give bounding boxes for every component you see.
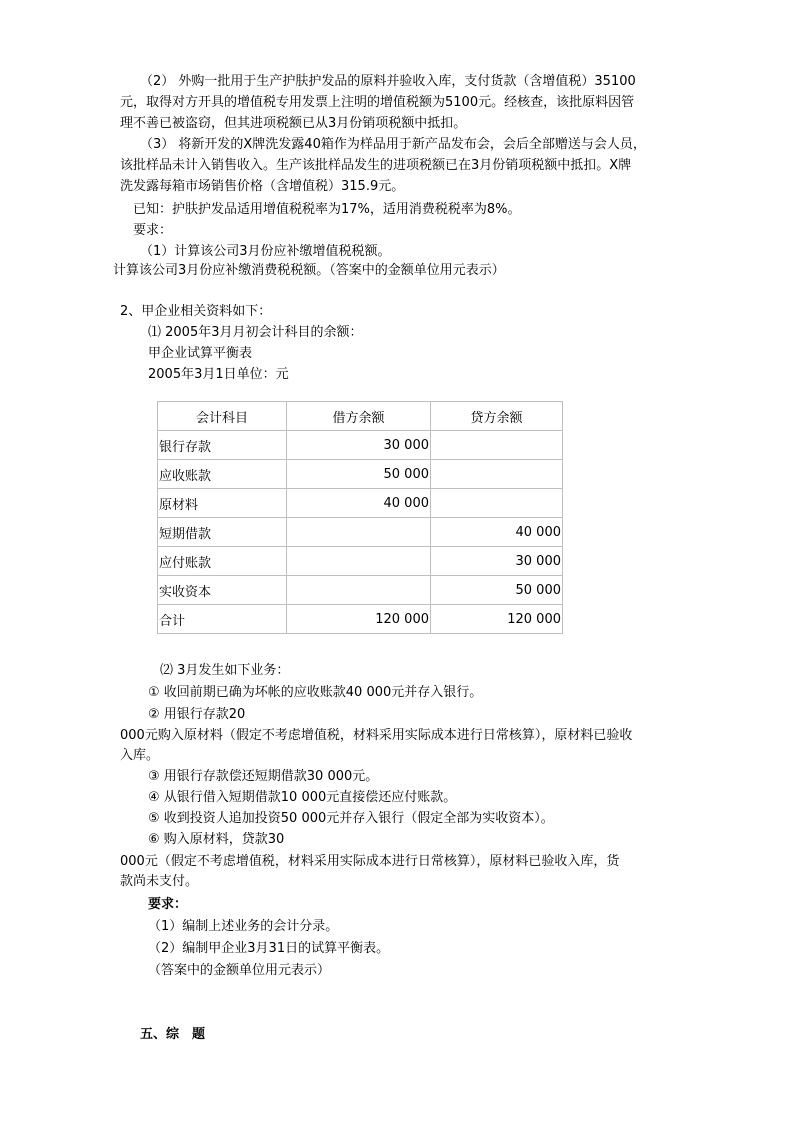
business-3: ③ 用银行存款偿还短期借款30 000元。 [148, 769, 379, 784]
part2-subheading-2: ⑵ 3月发生如下业务： [160, 663, 290, 678]
cell-credit: 30 000 [431, 547, 563, 576]
table-header-row [158, 402, 563, 431]
part2-subheading-1: ⑴ 2005年3月月初会计科目的余额： [148, 325, 363, 340]
cell-debit: 120 000 [287, 605, 431, 634]
cell-credit [431, 460, 563, 489]
table-date-unit: 2005年3月1日单位：元 [148, 367, 289, 382]
header-account: 会计科目 [158, 402, 287, 431]
part1-item3-line1: （3） 将新开发的X牌洗发露40箱作为样品用于新产品发布会，会后全部赠送与会人员， [140, 137, 646, 152]
cell-account: 短期借款 [158, 518, 287, 547]
business-2-line2: 000元购入原材料（假定不考虑增值税，材料采用实际成本进行日常核算），原材料已验收 [120, 728, 633, 743]
business-6-line3: 款尚未支付。 [120, 874, 199, 889]
table-row [158, 489, 563, 518]
part1-known: 已知：护肤护发品适用增值税税率为17%，适用消费税税率为8%。 [133, 202, 521, 217]
trial-balance-table [157, 401, 563, 634]
table-total-row [158, 605, 563, 634]
cell-account: 应付账款 [158, 547, 287, 576]
header-debit: 借方余额 [287, 402, 431, 431]
cell-account: 应收账款 [158, 460, 287, 489]
table-row [158, 547, 563, 576]
table-row [158, 460, 563, 489]
header-credit: 贷方余额 [431, 402, 563, 431]
cell-account: 银行存款 [158, 431, 287, 460]
table-title: 甲企业试算平衡表 [148, 346, 253, 361]
part1-item2-line1: （2） 外购一批用于生产护肤护发品的原料并验收入库，支付货款（含增值税）35100 [140, 74, 636, 89]
cell-debit: 30 000 [287, 431, 431, 460]
cell-debit: 50 000 [287, 460, 431, 489]
part2-title: 2、甲企业相关资料如下： [120, 304, 272, 319]
section-5-heading: 五、综 题 [140, 1027, 206, 1042]
cell-account: 实收资本 [158, 576, 287, 605]
part1-item3-line3: 洗发露每箱市场销售价格（含增值税）315.9元。 [120, 179, 405, 194]
cell-credit: 50 000 [431, 576, 563, 605]
cell-account: 原材料 [158, 489, 287, 518]
table-row [158, 431, 563, 460]
cell-debit: 40 000 [287, 489, 431, 518]
business-1: ① 收回前期已确为坏帐的应收账款40 000元并存入银行。 [148, 685, 483, 700]
part1-item2-line2: 元，取得对方开具的增值税专用发票上注明的增值税额为5100元。经核查，该批原料因管 [120, 95, 635, 110]
cell-debit [287, 518, 431, 547]
cell-debit [287, 576, 431, 605]
part1-item3-line2: 该批样品未计入销售收入。生产该批样品发生的进项税额已在3月份销项税额中抵扣。X牌 [120, 158, 632, 173]
part2-requirement-3: （答案中的金额单位用元表示） [148, 963, 331, 978]
table-row [158, 518, 563, 547]
business-6-line2: 000元（假定不考虑增值税，材料采用实际成本进行日常核算），原材料已验收入库，货 [120, 854, 620, 869]
part1-requirement-2: 计算该公司3月份应补缴消费税税额。（答案中的金额单位用元表示） [113, 263, 505, 278]
part1-requirement-heading: 要求： [133, 223, 173, 238]
business-2-line3: 入库。 [120, 748, 160, 763]
business-2-line1: ② 用银行存款20 [148, 707, 246, 722]
cell-credit [431, 489, 563, 518]
part2-requirement-2: （2）编制甲企业3月31日的试算平衡表。 [148, 941, 390, 956]
cell-credit [431, 431, 563, 460]
business-6-line1: ⑥ 购入原材料，贷款30 [148, 832, 285, 847]
part1-requirement-1: （1）计算该公司3月份应补缴增值税税额。 [140, 244, 391, 259]
part1-item2-line3: 理不善已被盗窃，但其进项税额已从3月份销项税额中抵扣。 [120, 116, 467, 131]
cell-credit: 120 000 [431, 605, 563, 634]
table-row [158, 576, 563, 605]
part2-requirement-heading: 要求： [148, 897, 188, 912]
cell-account: 合计 [158, 605, 287, 634]
business-4: ④ 从银行借入短期借款10 000元直接偿还应付账款。 [148, 790, 457, 805]
part2-requirement-1: （1）编制上述业务的会计分录。 [148, 919, 339, 934]
business-5: ⑤ 收到投资人追加投资50 000元并存入银行（假定全部为实收资本）。 [148, 811, 554, 826]
cell-credit: 40 000 [431, 518, 563, 547]
cell-debit [287, 547, 431, 576]
